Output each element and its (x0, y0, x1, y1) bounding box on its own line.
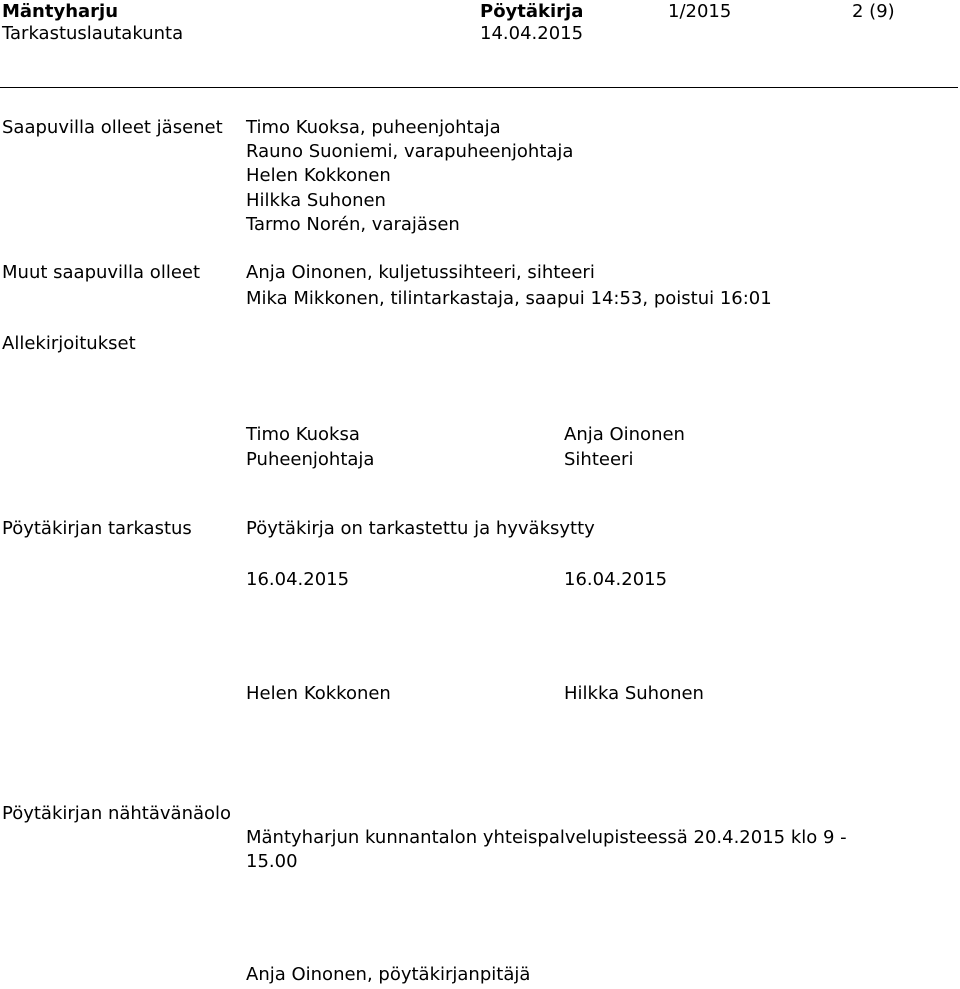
inspector-1-name: Helen Kokkonen (246, 683, 391, 704)
inspection-label: Pöytäkirjan tarkastus (2, 518, 192, 539)
members-label: Saapuvilla olleet jäsenet (2, 117, 223, 138)
inspection-date-1: 16.04.2015 (246, 569, 350, 590)
member-item: Hilkka Suhonen (246, 190, 386, 211)
chair-name: Timo Kuoksa (246, 424, 360, 445)
others-label: Muut saapuvilla olleet (2, 262, 201, 283)
committee-name: Tarkastuslautakunta (2, 23, 184, 44)
member-item: Helen Kokkonen (246, 165, 391, 186)
public-display-text-line2: 15.00 (246, 851, 298, 872)
member-item: Tarmo Norén, varajäsen (246, 214, 460, 235)
inspector-2-name: Hilkka Suhonen (564, 683, 704, 704)
header-divider (0, 87, 958, 88)
meeting-number: 1/2015 (668, 1, 732, 22)
other-attendee: Mika Mikkonen, tilintarkastaja, saapui 14:53, poistui 16:01 (246, 288, 772, 309)
chair-role: Puheenjohtaja (246, 449, 375, 470)
public-display-label: Pöytäkirjan nähtävänäolo (2, 803, 232, 824)
other-attendee: Anja Oinonen, kuljetussihteeri, sihteeri (246, 262, 595, 283)
page-number: 2 (9) (852, 1, 895, 22)
secretary-role: Sihteeri (564, 449, 634, 470)
secretary-name: Anja Oinonen (564, 424, 685, 445)
member-item: Rauno Suoniemi, varapuheenjohtaja (246, 141, 574, 162)
member-item: Timo Kuoksa, puheenjohtaja (246, 117, 501, 138)
meeting-date: 14.04.2015 (480, 23, 584, 44)
document-type: Pöytäkirja (480, 1, 584, 22)
minutes-keeper: Anja Oinonen, pöytäkirjanpitäjä (246, 964, 531, 985)
signatures-label: Allekirjoitukset (2, 333, 136, 354)
inspection-statement: Pöytäkirja on tarkastettu ja hyväksytty (246, 518, 595, 539)
inspection-date-2: 16.04.2015 (564, 569, 668, 590)
municipality-name: Mäntyharju (2, 1, 119, 22)
public-display-text-line1: Mäntyharjun kunnantalon yhteispalvelupisteessä 20.4.2015 klo 9 - (246, 827, 847, 848)
